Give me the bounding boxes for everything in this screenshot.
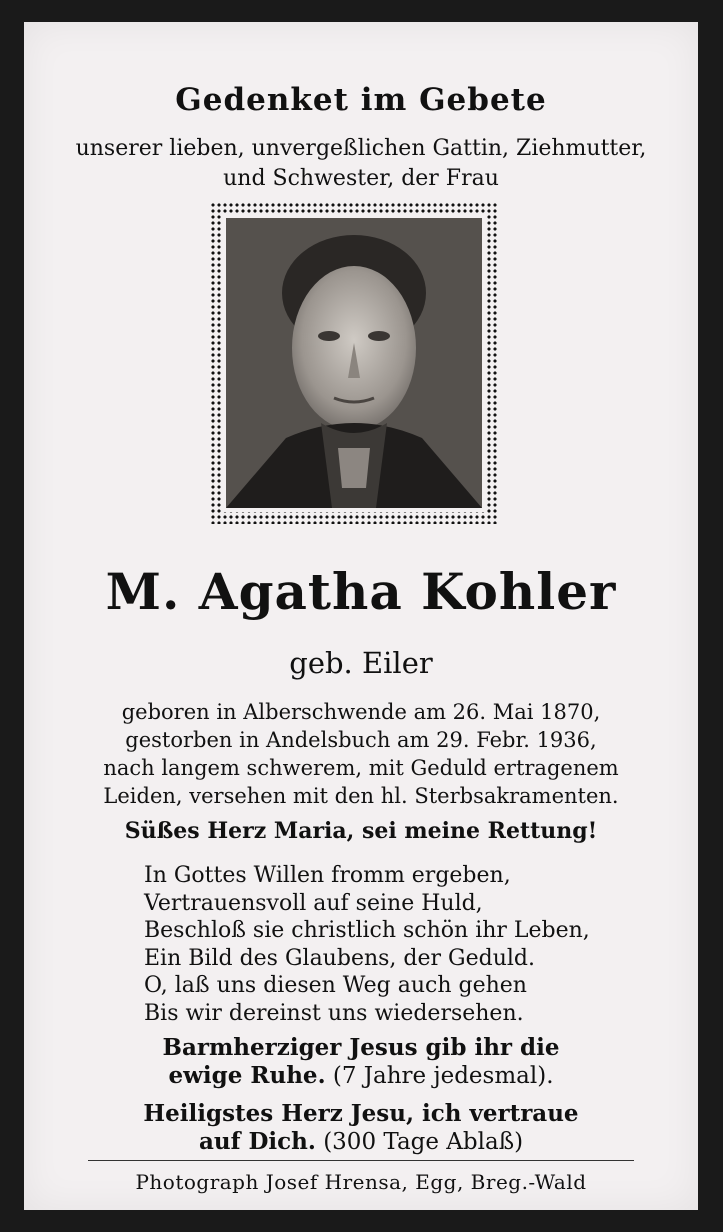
photographer-credit: Photograph Josef Hrensa, Egg, Breg.-Wald (135, 1170, 587, 1194)
poem (144, 862, 590, 1027)
divider-line (88, 1160, 634, 1161)
deceased-name: M. Agatha Kohler (105, 562, 617, 621)
bio-line: Leiden, versehen mit den hl. Sterbsakramenten. (103, 784, 619, 808)
intro-line: und Schwester, der Frau (223, 166, 499, 191)
poem-line: Ein Bild des Glaubens, der Geduld. (144, 945, 535, 971)
mercy-prayer (24, 1034, 698, 1090)
biography (24, 698, 698, 810)
invocation-text: Süßes Herz Maria, sei meine Rettung! (124, 818, 598, 844)
poem-line: Bis wir dereinst uns wiedersehen. (144, 1000, 524, 1026)
poem-line: Vertrauensvoll auf seine Huld, (144, 890, 483, 916)
heart-prayer-line2: auf Dich. (198, 1128, 316, 1155)
photo-dotted-frame (210, 202, 498, 524)
indulgence-note: (300 Tage Ablaß) (323, 1129, 524, 1155)
sacred-heart-prayer (24, 1100, 698, 1156)
intro-text (24, 134, 698, 194)
heart-prayer-line1: Heiligstes Herz Jesu, ich vertraue (143, 1100, 579, 1127)
intro-line: unserer lieben, unvergeßlichen Gattin, Ziehmutter, (75, 136, 647, 161)
mercy-prayer-line1: Barmherziger Jesus gib ihr die (162, 1034, 560, 1061)
portrait-illustration (226, 218, 482, 508)
poem-line: In Gottes Willen fromm ergeben, (144, 863, 511, 888)
memorial-card (24, 22, 698, 1210)
indulgence-note: (7 Jahre jedesmal). (332, 1063, 554, 1089)
poem-line: Beschloß sie christlich schön ihr Leben, (144, 918, 590, 943)
poem-line: O, laß uns diesen Weg auch gehen (144, 973, 527, 998)
maiden-name: geb. Eiler (289, 646, 433, 680)
bio-line: nach langem schwerem, mit Geduld ertragenem (103, 756, 619, 780)
bio-line: gestorben in Andelsbuch am 29. Febr. 1936, (125, 728, 597, 752)
photo-mat (222, 214, 486, 512)
bio-line: geboren in Alberschwende am 26. Mai 1870, (121, 700, 601, 724)
mercy-prayer-line2: ewige Ruhe. (168, 1062, 326, 1089)
portrait-photo (226, 218, 482, 508)
card-heading: Gedenket im Gebete (175, 82, 547, 118)
